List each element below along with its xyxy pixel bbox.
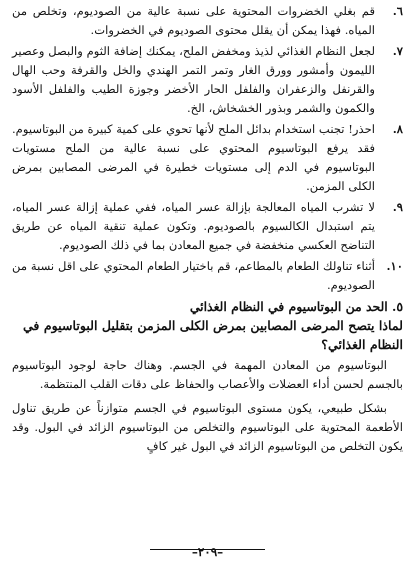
list-item <box>12 120 403 196</box>
list-item <box>12 257 403 295</box>
section-heading: ٥. الحد من البوتاسيوم في النظام الغذائي <box>189 299 403 314</box>
page-number: –٢٠٩– <box>191 545 224 559</box>
list-item-text: قم بغلي الخضروات المحتوية على نسبة عالية من الصوديوم، وتخلص من المياه. فهذا يمكن أن يقلل محتوى الصوديوم في الخضروات. <box>12 4 375 37</box>
body-paragraph: بشكل طبيعي، يكون مستوى البوتاسيوم في الجسم متوازناً عن طريق تناول الأطعمة المحتوية على البوتاسيوم والتخلص من البوتاسيوم الزائد في البول. وقد يكون التخلص من البوتاسيوم الزائد في البول غير كافٍ <box>12 401 403 453</box>
list-item-text: أثناء تناولك الطعام بالمطاعم، قم باختيار الطعام المحتوي على اقل نسبة من الصوديوم. <box>12 259 375 292</box>
list-item-number: ٨. <box>392 122 403 136</box>
document-page <box>12 2 403 563</box>
list-item <box>12 198 403 255</box>
list-item <box>12 2 403 40</box>
body-paragraph: البوتاسيوم من المعادن المهمة في الجسم. وهناك حاجة لوجود البوتاسيوم بالجسم لحسن أداء العضلات والأعصاب والحفاظ على دقات القلب المنتظمة. <box>12 358 403 391</box>
question-heading: لماذا يتصح المرضى المصابين بمرض الكلى المزمن بتقليل البوتاسيوم في النظام الغذائي؟ <box>22 318 403 352</box>
list-item-number: ١٠. <box>386 259 403 273</box>
list-item-number: ٧. <box>392 44 403 58</box>
list-item <box>12 42 403 118</box>
list-item-text: لا تشرب المياه المعالجة بإزالة عسر المياه، ففي عملية إزالة عسر المياه، يتم استبدال الكالسيوم بالصوديوم. وتكون عملية تنقية المياه عن طريق التناضح العكسي منخفضة في جميع المعادن بما في ذلك الصوديوم. <box>12 200 375 252</box>
list-item-number: ٩. <box>392 200 403 214</box>
list-item-number: ٦. <box>392 4 403 18</box>
list-item-text: احذر! تجنب استخدام بدائل الملح لأنها تحوي على كمية كبيرة من البوتاسيوم. فقد يرفع البوتاسيوم المحتوي على نسبة عالية من الملح مستويات البوتاسيوم في الدم إلى مستويات خطيرة في المرضى المصابين بمرض الكلى المزمن. <box>12 122 375 193</box>
list-item-text: لجعل النظام الغذائي لذيذ ومخفض الملح، يمكنك إضافة الثوم والبصل وعصير الليمون وأمشور وورق الغار وتمر التمر الهندي والخل والقرفة وحب الهال والقرنفل والزعفران والفلفل الحار الأخضر وجوزة الطيب والفلفل الأسود والكمون والشمر وبذور الخشخاش، الخ. <box>12 44 375 115</box>
